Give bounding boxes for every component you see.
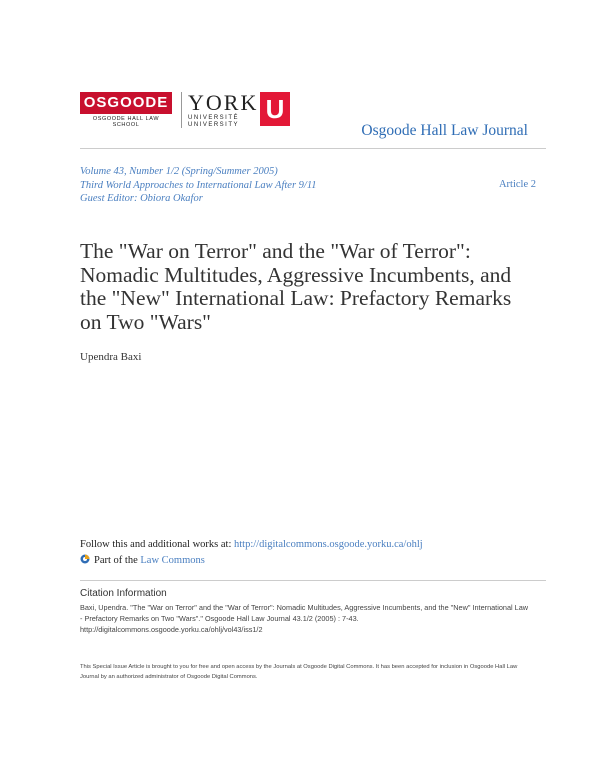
guest-editor: Guest Editor: Obiora Okafor bbox=[80, 193, 203, 204]
york-logo-text: YORK bbox=[188, 90, 259, 115]
volume-link[interactable]: Volume 43, Number 1/2 (Spring/Summer 2005) bbox=[80, 166, 278, 177]
article-title: The "War on Terror" and the "War of Terror": Nomadic Multitudes, Aggressive Incumbents, and the "New" International Law: Prefactory Remarks on Two "Wars" bbox=[80, 239, 512, 334]
citation-heading: Citation Information bbox=[80, 588, 167, 599]
partof-prefix: Part of the bbox=[94, 555, 141, 566]
york-logo-subtext: UNIVERSITÉ UNIVERSITY bbox=[188, 115, 240, 128]
follow-line bbox=[80, 539, 423, 550]
access-notice: This Special Issue Article is brought to you for free and open access by the Journals at Osgoode Digital Commons. It has been accepted for inclusion in Osgoode Hall Law Journal by an authorized administrator of Osgoode Digital Commons. bbox=[80, 664, 518, 680]
follow-prefix: Follow this and additional works at: bbox=[80, 539, 234, 550]
citation-text: Baxi, Upendra. "The "War on Terror" and the "War of Terror": Nomadic Multitudes, Aggressive Incumbents, and the "New" International Law - Prefactory Remarks on Two "Wars"." Osgoode Hall Law Journal 43.1/2 (2005) : 7-43. http://digitalcommons.osgoode.yorku.ca/ohlj/vol43/iss1/2 bbox=[80, 603, 529, 634]
article-author: Upendra Baxi bbox=[80, 351, 142, 363]
law-commons-link[interactable]: Law Commons bbox=[140, 555, 205, 566]
osgoode-logo bbox=[80, 92, 172, 132]
repository-link[interactable]: http://digitalcommons.osgoode.yorku.ca/ohlj bbox=[234, 539, 423, 550]
commons-icon bbox=[80, 554, 90, 564]
issue-info bbox=[80, 165, 320, 206]
divider bbox=[80, 148, 546, 149]
part-of-line bbox=[80, 554, 205, 566]
logo-divider bbox=[181, 92, 182, 128]
york-logo-u: U bbox=[265, 94, 285, 124]
york-logo bbox=[188, 92, 292, 132]
divider bbox=[80, 580, 546, 581]
osgoode-logo-subtext: OSGOODE HALL LAW SCHOOL bbox=[92, 116, 160, 128]
collection-link[interactable]: Third World Approaches to International Law After 9/11 bbox=[80, 179, 317, 191]
osgoode-logo-text: OSGOODE bbox=[83, 94, 169, 111]
journal-title-link[interactable]: Osgoode Hall Law Journal bbox=[361, 122, 528, 139]
article-number-link[interactable]: Article 2 bbox=[498, 179, 536, 190]
